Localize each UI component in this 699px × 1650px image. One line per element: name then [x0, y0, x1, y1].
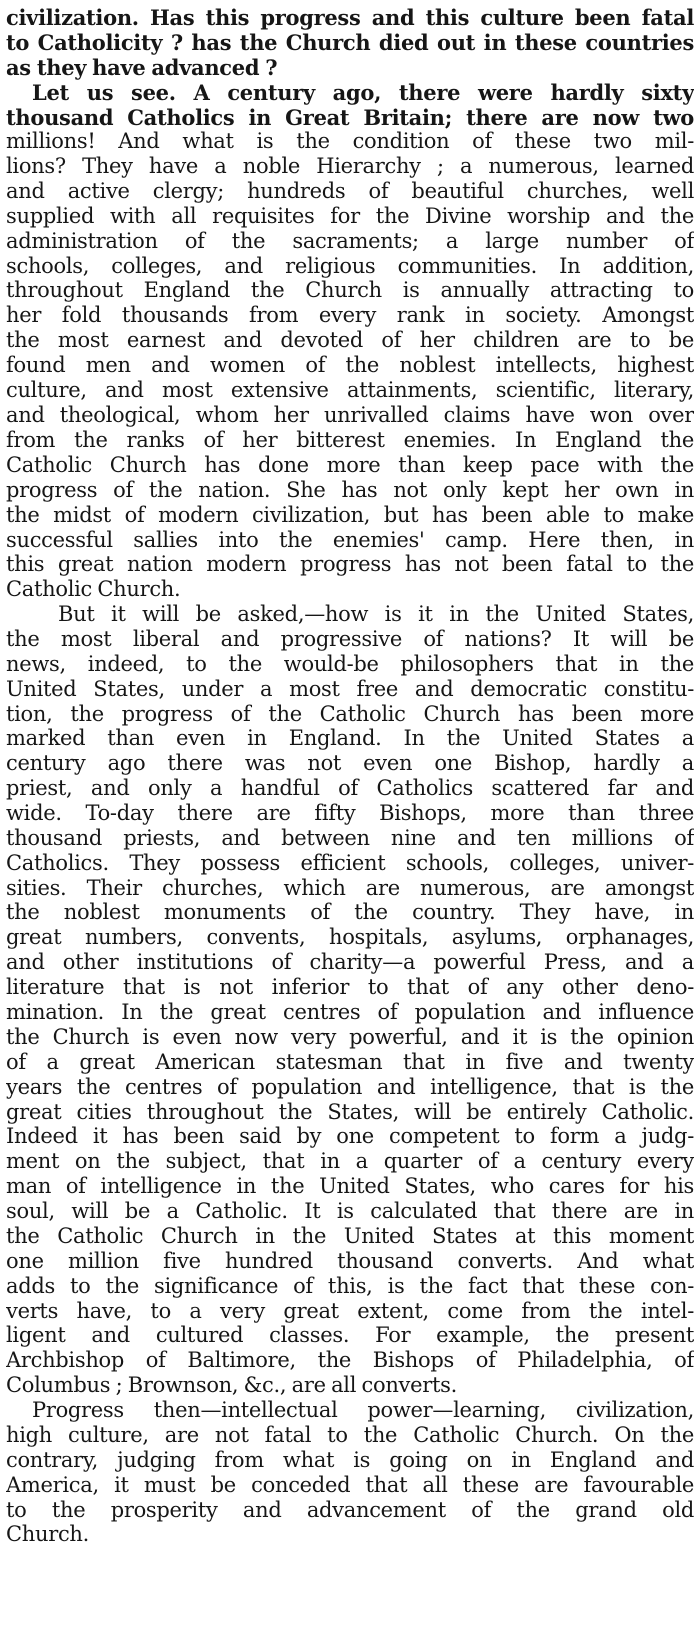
text-line: Church. — [6, 1522, 90, 1546]
text-line: this great nation modern progress has not been fatal to the — [6, 552, 694, 576]
text-line: administration of the sacraments; a large number of — [6, 229, 694, 253]
text-line: verts have, to a very great extent, come from the intel- — [6, 1299, 694, 1323]
text-line: contrary, judging from what is going on in England and — [6, 1448, 694, 1472]
text-line: United States, under a most free and democratic constitu- — [6, 677, 694, 701]
text-line: and active clergy; hundreds of beautiful churches, well — [6, 179, 694, 203]
text-line: thousand Catholics in Great Britain; there are now two — [6, 105, 694, 130]
text-line: ment on the subject, that in a quarter of a century every — [6, 1149, 694, 1173]
text-line: as they have advanced ? — [6, 55, 278, 80]
text-line: mination. In the great centres of population and influence — [6, 1000, 694, 1024]
article-column — [6, 0, 694, 1650]
text-line: marked than even in England. In the United States a — [6, 726, 694, 750]
text-line: the noblest monuments of the country. They have, in — [6, 900, 694, 924]
text-line: tion, the progress of the Catholic Church has been more — [6, 702, 694, 726]
text-line: the most liberal and progressive of nations? It will be — [6, 627, 694, 651]
text-line: millions! And what is the condition of these two mil- — [6, 129, 694, 153]
text-line: schools, colleges, and religious communities. In addition, — [6, 254, 694, 278]
text-line: her fold thousands from every rank in society. Amongst — [6, 303, 694, 327]
text-line: to Catholicity ? has the Church died out in these countries — [6, 30, 694, 55]
text-line: wide. To-day there are fifty Bishops, more than three — [6, 801, 694, 825]
text-line: Indeed it has been said by one competent to form a judg- — [6, 1124, 694, 1148]
text-line: progress of the nation. She has not only kept her own in — [6, 478, 694, 502]
text-line: But it will be asked,—how is it in the United States, — [58, 602, 694, 626]
text-line: great numbers, convents, hospitals, asylums, orphanages, — [6, 925, 694, 949]
text-line: the Church is even now very powerful, and it is the opinion — [6, 1025, 694, 1049]
text-line: the most earnest and devoted of her children are to be — [6, 328, 694, 352]
text-line: century ago there was not even one Bishop, hardly a — [6, 751, 694, 775]
text-line: and other institutions of charity—a powerful Press, and a — [6, 950, 694, 974]
text-line: Progress then—intellectual power—learning, civilization, — [32, 1398, 694, 1422]
text-line: civilization. Has this progress and this culture been fatal — [6, 5, 694, 30]
text-line: sities. Their churches, which are numerous, are amongst — [6, 876, 694, 900]
text-line: Columbus ; Brownson, &c., are all converts. — [6, 1373, 457, 1397]
text-line: literature that is not inferior to that of any other deno- — [6, 975, 694, 999]
text-line: culture, and most extensive attainments, scientific, literary, — [6, 378, 694, 402]
text-line: great cities throughout the States, will be entirely Catholic. — [6, 1100, 694, 1124]
text-line: Let us see. A century ago, there were hardly sixty — [32, 80, 694, 105]
text-line: high culture, are not fatal to the Catholic Church. On the — [6, 1423, 694, 1447]
text-line: news, indeed, to the would-be philosophers that in the — [6, 652, 694, 676]
text-line: successful sallies into the enemies' camp. Here then, in — [6, 528, 694, 552]
text-line: soul, will be a Catholic. It is calculated that there are in — [6, 1199, 694, 1223]
text-line: Catholic Church has done more than keep pace with the — [6, 453, 694, 477]
text-line: throughout England the Church is annually attracting to — [6, 278, 694, 302]
text-line: supplied with all requisites for the Divine worship and the — [6, 204, 694, 228]
text-line: man of intelligence in the United States, who cares for his — [6, 1174, 694, 1198]
text-line: to the prosperity and advancement of the grand old — [6, 1498, 694, 1522]
text-line: one million five hundred thousand converts. And what — [6, 1249, 694, 1273]
text-line: Catholic Church. — [6, 577, 181, 601]
text-line: adds to the significance of this, is the fact that these con- — [6, 1274, 694, 1298]
text-line: the Catholic Church in the United States at this moment — [6, 1224, 694, 1248]
text-line: the midst of modern civilization, but has been able to make — [6, 503, 694, 527]
text-line: years the centres of population and intelligence, that is the — [6, 1075, 694, 1099]
text-line: Catholics. They possess efficient schools, colleges, univer- — [6, 851, 694, 875]
text-line: found men and women of the noblest intellects, highest — [6, 353, 694, 377]
text-line: lions? They have a noble Hierarchy ; a numerous, learned — [6, 154, 694, 178]
text-line: ligent and cultured classes. For example, the present — [6, 1323, 694, 1347]
text-line: from the ranks of her bitterest enemies. In England the — [6, 428, 694, 452]
text-line: priest, and only a handful of Catholics scattered far and — [6, 776, 694, 800]
text-line: of a great American statesman that in five and twenty — [6, 1050, 694, 1074]
text-line: thousand priests, and between nine and ten millions of — [6, 826, 694, 850]
text-line: Archbishop of Baltimore, the Bishops of Philadelphia, of — [6, 1348, 694, 1372]
text-line: and theological, whom her unrivalled claims have won over — [6, 403, 694, 427]
text-line: America, it must be conceded that all these are favourable — [6, 1473, 694, 1497]
